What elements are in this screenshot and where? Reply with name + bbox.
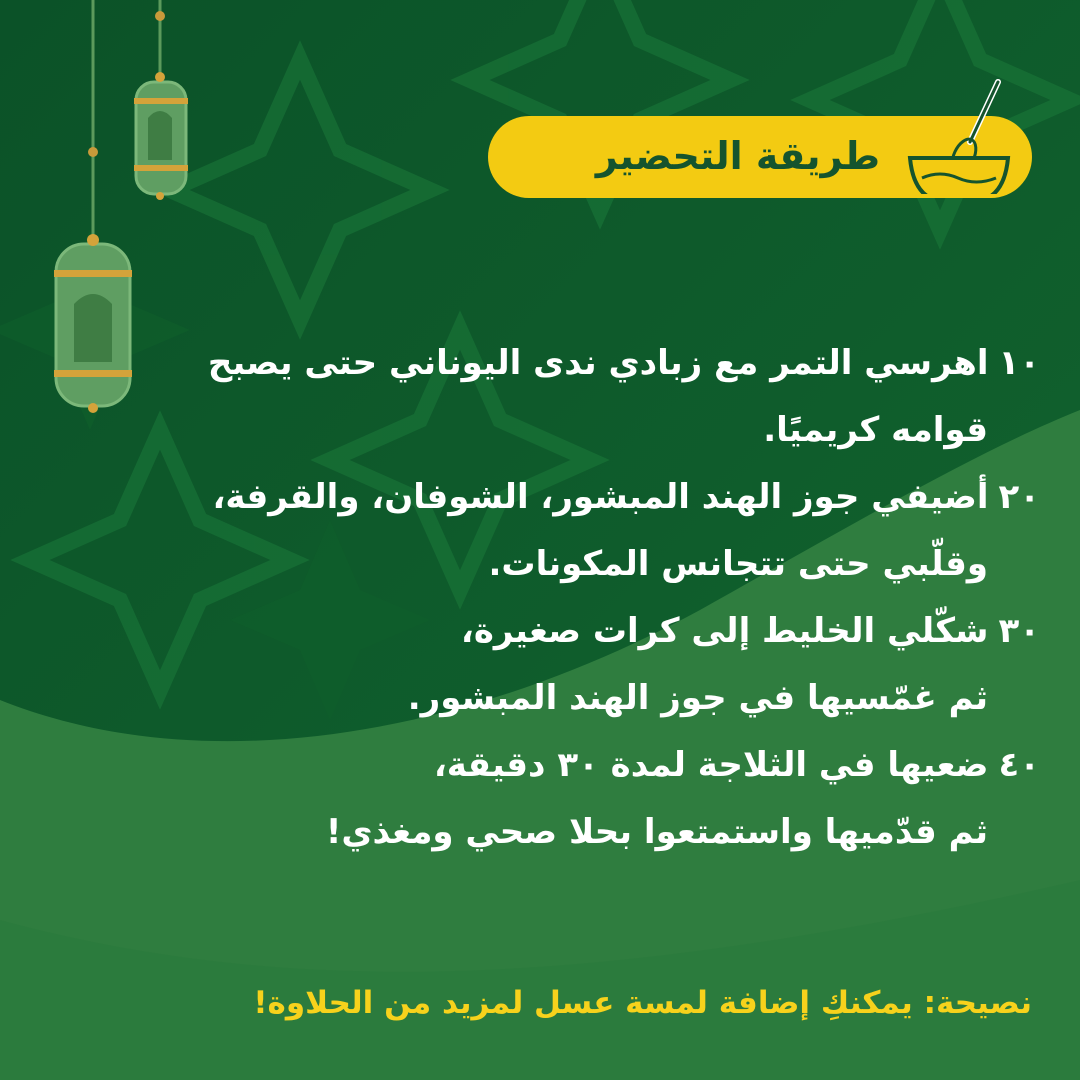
step-text-continued: ثم قدّميها واستمتعوا بحلا صحي ومغذي! (325, 812, 988, 852)
step-text-continued: وقلّبي حتى تتجانس المكونات. (488, 544, 988, 584)
title-banner (488, 116, 1032, 198)
step-item (140, 330, 1040, 464)
step-text: شكّلي الخليط إلى كرات صغيرة، (460, 611, 989, 651)
tip-text: نصيحة: يمكنكِ إضافة لمسة عسل لمزيد من الحلاوة! (253, 985, 1032, 1021)
step-item (140, 464, 1040, 598)
step-item (140, 732, 1040, 866)
mixing-bowl-whisk-icon (900, 74, 1018, 194)
step-text: أضيفي جوز الهند المبشور، الشوفان، والقرفة، (212, 477, 989, 517)
step-text: اهرسي التمر مع زبادي ندى اليوناني حتى يصبح (207, 343, 989, 383)
step-number: ٣٠ (998, 611, 1040, 651)
step-item (140, 598, 1040, 732)
step-text-continued: قوامه كريميًا. (763, 410, 988, 450)
step-number: ٢٠ (998, 477, 1040, 517)
step-text: ضعيها في الثلاجة لمدة ٣٠ دقيقة، (433, 745, 989, 785)
step-number: ١٠ (998, 343, 1040, 383)
step-text-continued: ثم غمّسيها في جوز الهند المبشور. (407, 678, 988, 718)
step-number: ٤٠ (998, 745, 1040, 785)
steps-list (140, 330, 1040, 866)
page-title: طريقة التحضير (595, 134, 880, 178)
